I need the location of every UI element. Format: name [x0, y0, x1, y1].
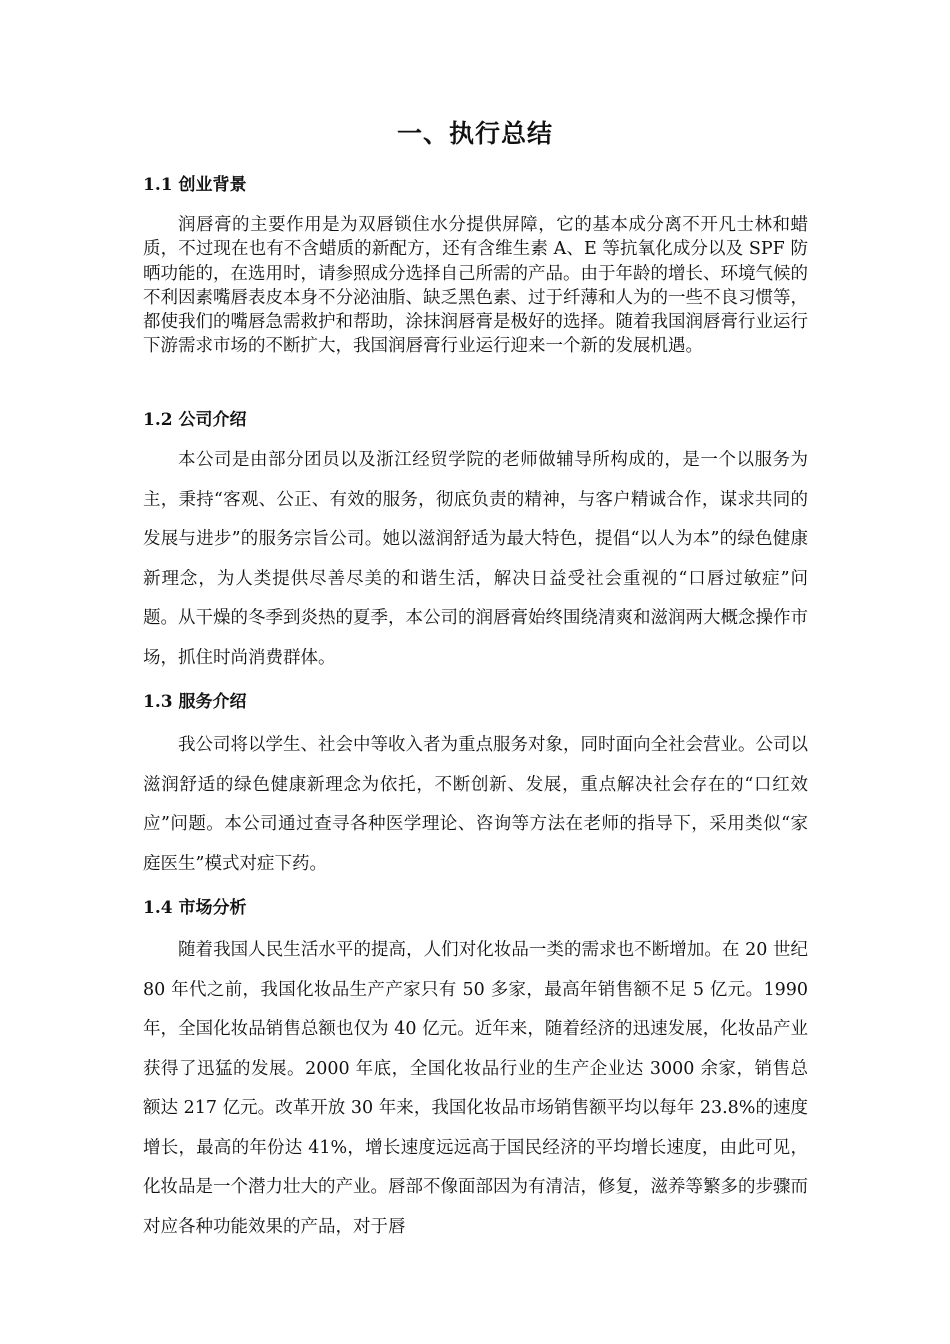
section-heading-1-3: 1.3 服务介绍	[143, 692, 247, 712]
section-body-1-3: 我公司将以学生、社会中等收入者为重点服务对象，同时面向全社会营业。公司以滋润舒适的绿色健康新理念为依托，不断创新、发展，重点解决社会存在的“口红效应”问题。本公司通过查寻各种医学理论、咨询等方法在老师的指导下，采用类似“家庭医生”模式对症下药。	[143, 735, 808, 874]
section-heading-1-1: 1.1 创业背景	[143, 175, 247, 195]
section-heading-1-4: 1.4 市场分析	[143, 898, 247, 918]
section-body-1-4: 随着我国人民生活水平的提高，人们对化妆品一类的需求也不断增加。在 20 世纪 80 年代之前，我国化妆品生产产家只有 50 多家，最高年销售额不足 5 亿元。1990 年，全国化妆品销售总额也仅为 40 亿元。近年来，随着经济的迅速发展，化妆品产业获得了迅猛的发展。2000 年底，全国化妆品行业的生产企业达 3000 余家，销售总额达 217 亿元。改革开放 30 年来，我国化妆品市场销售额平均以每年 23.8%的速度增长，最高的年份达 41%，增长速度远远高于国民经济的平均增长速度，由此可见，化妆品是一个潜力壮大的产业。唇部不像面部因为有清洁，修复，滋养等繁多的步骤而对应各种功能效果的产品，对于唇	[143, 940, 808, 1237]
section-body-1-2: 本公司是由部分团员以及浙江经贸学院的老师做辅导所构成的，是一个以服务为主，秉持“客观、公正、有效的服务，彻底负责的精神，与客户精诚合作，谋求共同的发展与进步”的服务宗旨公司。她以滋润舒适为最大特色，提倡“以人为本”的绿色健康新理念，为人类提供尽善尽美的和谐生活，解决日益受社会重视的“口唇过敏症”问题。从干燥的冬季到炎热的夏季，本公司的润唇膏始终围绕清爽和滋润两大概念操作市场，抓住时尚消费群体。	[143, 450, 808, 668]
section-heading-1-2: 1.2 公司介绍	[143, 410, 247, 430]
section-body-1-1: 润唇膏的主要作用是为双唇锁住水分提供屏障，它的基本成分离不开凡士林和蜡质，不过现在也有不含蜡质的新配方，还有含维生素 A、E 等抗氧化成分以及 SPF 防晒功能的，在选用时，请参照成分选择自己所需的产品。由于年龄的增长、环境气候的不利因素嘴唇表皮本身不分泌油脂、缺乏黑色素、过于纤薄和人为的一些不良习惯等，都使我们的嘴唇急需救护和帮助，涂抹润唇膏是极好的选择。随着我国润唇膏行业运行下游需求市场的不断扩大，我国润唇膏行业运行迎来一个新的发展机遇。	[143, 215, 808, 357]
chapter-title: 一、执行总结	[396, 119, 553, 148]
